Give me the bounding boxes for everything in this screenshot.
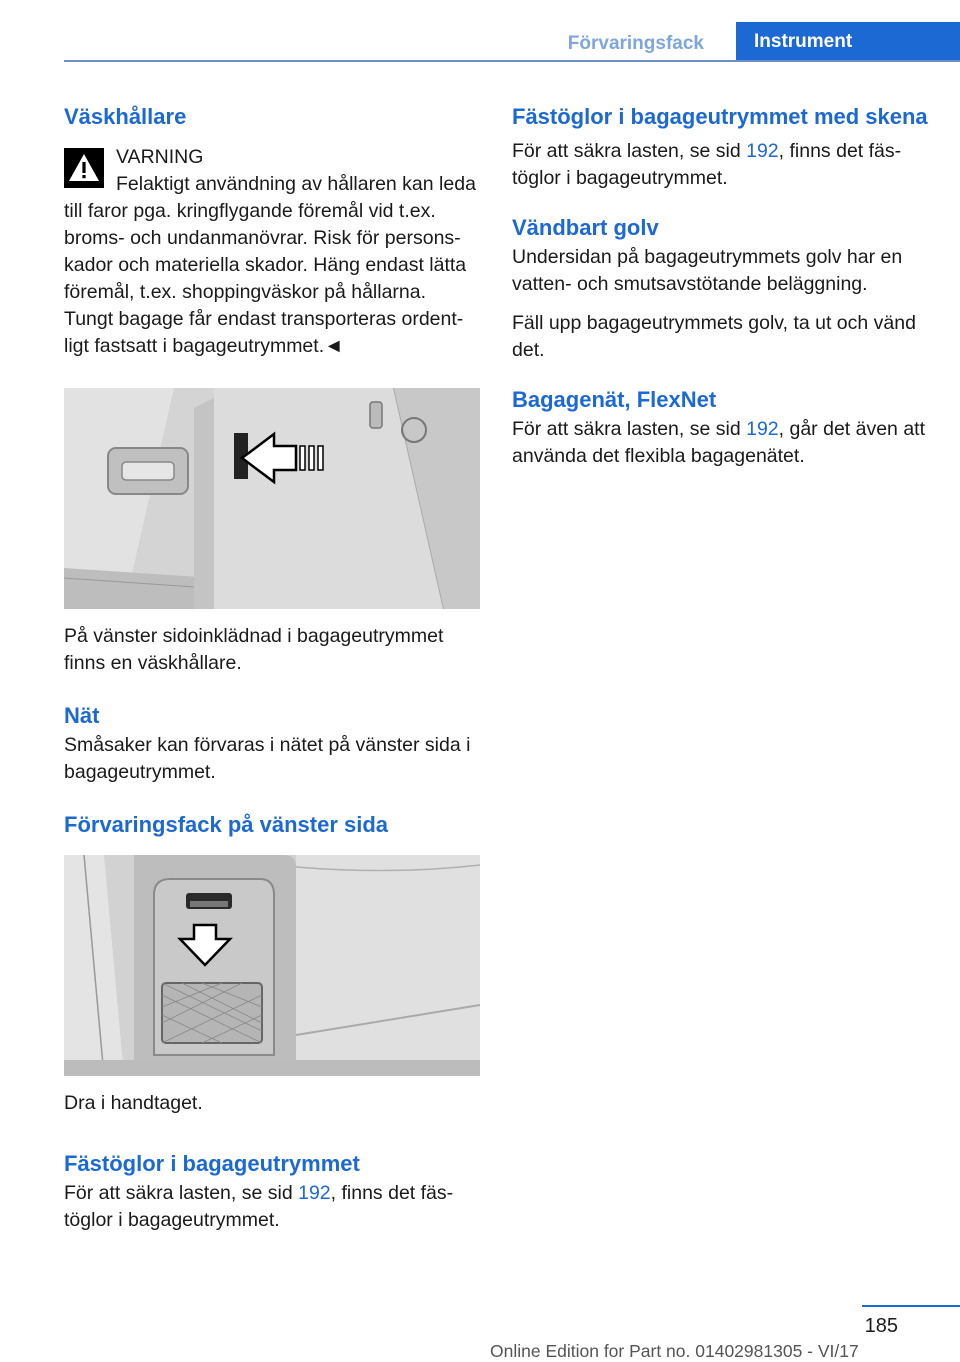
storage-compartment-figure (64, 855, 480, 1076)
paragraph-vaskhallare: På vänster sidoinklädnad i bagageutrymmet finns en väskhållare. (64, 625, 444, 674)
heading-flexnet: Bagagenät, FlexNet (512, 387, 717, 412)
chapter-tab[interactable]: Instrument (736, 22, 960, 62)
heading-forvaringsfack: Förvaringsfack på vänster sida (64, 812, 389, 837)
heading-fastoglor-skena: Fästöglor i bagageutrymmet med skena (512, 104, 928, 129)
page-link-192[interactable]: 192 (746, 418, 779, 440)
paragraph-flexnet: För att säkra lasten, se sid 192, går det även att använda det flexibla bagagenätet. (512, 418, 926, 467)
heading-vandbart-golv: Vändbart golv (512, 215, 659, 240)
paragraph-golv-1: Undersidan på bagageutrymmets golv har en vatten- och smutsavstötande beläggning. (512, 246, 903, 295)
warning-box (64, 144, 480, 360)
paragraph-nat: Småsaker kan förvaras i nätet på vänster sida i bagageutrymmet. (64, 734, 471, 783)
edition-footer: Online Edition for Part no. 01402981305 - VI/17 (490, 1341, 859, 1361)
heading-nat: Nät (64, 703, 100, 728)
page-link-192[interactable]: 192 (746, 140, 779, 162)
heading-vaskhallare: Väskhållare (64, 104, 187, 129)
warning-triangle-icon (64, 148, 104, 188)
page-link-192[interactable]: 192 (298, 1182, 331, 1204)
footer-rule (862, 1305, 960, 1307)
paragraph-fastoglor: För att säkra lasten, se sid 192, finns det fästöglor i bagageutrymmet. (64, 1182, 454, 1231)
paragraph-fastoglor-skena: För att säkra lasten, se sid 192, finns det fästöglor i bagageutrymmet. (512, 140, 902, 189)
right-column (512, 100, 928, 470)
section-tab[interactable]: Förvaringsfack (567, 33, 704, 54)
left-column (64, 100, 480, 1234)
page-header (0, 0, 960, 62)
paragraph-forvaringsfack: Dra i handtaget. (64, 1092, 203, 1114)
heading-fastoglor: Fästöglor i bagageutrymmet (64, 1151, 360, 1176)
warning-text: Felaktigt användning av hållaren kan leda till faror pga. kringflygande föremål vid t.ex. broms- och undanmanövrar. Risk för personskador och materiella skador. Häng endast lätta föremål, t.ex. shoppingväskor på hållarna. Tungt bagage får endast transporteras ordentligt fastsatt i bagageutrymmet.◄ (64, 173, 476, 357)
bag-holder-figure (64, 388, 480, 609)
warning-title: VARNING (116, 146, 204, 168)
paragraph-golv-2: Fäll upp bagageutrymmets golv, ta ut och vänd det. (512, 312, 916, 361)
header-rule (64, 60, 960, 62)
page-number: 185 (864, 1315, 898, 1337)
